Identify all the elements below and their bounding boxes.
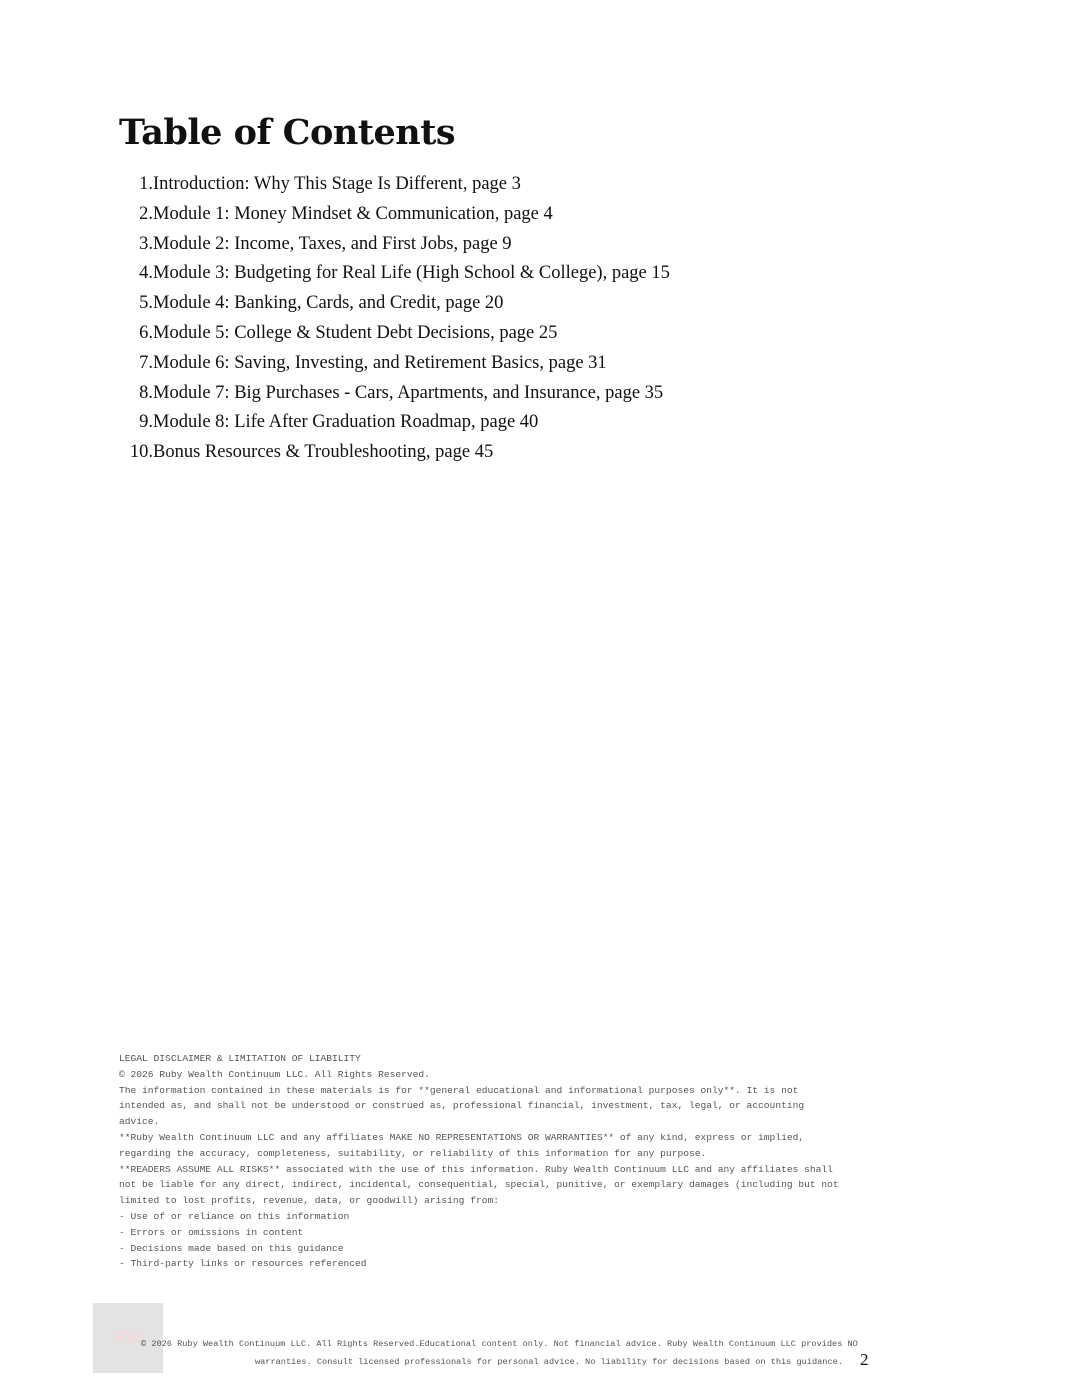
disclaimer-line: - Third-party links or resources referenced [119, 1258, 367, 1270]
disclaimer-line: advice. [119, 1116, 160, 1128]
toc-item-number: 9. [139, 412, 153, 433]
toc-item-number: 5. [139, 293, 153, 314]
toc-item-text: Introduction: Why This Stage Is Different, page 3 [153, 174, 521, 194]
table-of-contents [119, 170, 670, 468]
toc-item [119, 349, 670, 379]
toc-item-text: Module 7: Big Purchases - Cars, Apartments, and Insurance, page 35 [153, 382, 664, 403]
disclaimer-line: limited to lost profits, revenue, data, or goodwill) arising from: [119, 1195, 499, 1207]
disclaimer-line: - Decisions made based on this guidance [119, 1242, 344, 1254]
disclaimer-line: **Ruby Wealth Continuum LLC and any affiliates MAKE NO REPRESENTATIONS OR WARRANTIES** of any kind, express or implied, [119, 1131, 805, 1143]
toc-item-number: 2. [139, 203, 153, 224]
toc-item-number: 8. [139, 382, 153, 403]
toc-item-text: Module 4: Banking, Cards, and Credit, page 20 [153, 293, 504, 314]
disclaimer-line: - Use of or reliance on this information [119, 1210, 350, 1222]
toc-item-text: Module 6: Saving, Investing, and Retirement Basics, page 31 [153, 352, 607, 373]
toc-item-number: 10. [129, 442, 153, 463]
toc-item [119, 289, 670, 319]
disclaimer-line: - Errors or omissions in content [119, 1226, 304, 1238]
toc-item-text: Module 5: College & Student Debt Decisions, page 25 [153, 322, 558, 343]
legal-disclaimer [119, 1051, 879, 1272]
disclaimer-line: not be liable for any direct, indirect, incidental, consequential, special, punitive, or exemplary damages (including but not [119, 1179, 839, 1191]
footer-warranty-note: warranties. Consult licensed professionals for personal advice. No liability for decisions based on this guidance. [255, 1357, 843, 1367]
toc-item [119, 408, 670, 438]
toc-item [119, 170, 670, 200]
page-title: Table of Contents [119, 112, 456, 153]
disclaimer-line: © 2026 Ruby Wealth Continuum LLC. All Rights Reserved. [119, 1068, 430, 1080]
toc-item-number: 1. [139, 174, 153, 194]
toc-item-text: Module 3: Budgeting for Real Life (High School & College), page 15 [153, 263, 670, 284]
company-logo [93, 1303, 163, 1373]
toc-item [119, 259, 670, 289]
disclaimer-line: regarding the accuracy, completeness, suitability, or reliability of this information for any purpose. [119, 1147, 707, 1159]
toc-item-number: 7. [139, 352, 153, 373]
toc-item-number: 3. [139, 233, 153, 254]
toc-item-text: Bonus Resources & Troubleshooting, page 45 [153, 442, 494, 463]
disclaimer-line: **READERS ASSUME ALL RISKS** associated with the use of this information. Ruby Wealth Continuum LLC and any affiliates shall [119, 1163, 833, 1175]
disclaimer-heading: LEGAL DISCLAIMER & LIMITATION OF LIABILITY [119, 1053, 361, 1064]
footer-copyright: © 2026 Ruby Wealth Continuum LLC. All Rights Reserved.Educational content only. Not financial advice. Ruby Wealth Continuum LLC provides NO [141, 1339, 858, 1349]
toc-item [119, 319, 670, 349]
toc-item-text: Module 2: Income, Taxes, and First Jobs, page 9 [153, 233, 512, 254]
toc-item [119, 230, 670, 260]
toc-item-text: Module 1: Money Mindset & Communication, page 4 [153, 203, 553, 224]
disclaimer-line: intended as, and shall not be understood or construed as, professional financial, investment, tax, legal, or accounting [119, 1100, 805, 1112]
toc-item [119, 379, 670, 409]
logo-mark: RW [114, 1328, 141, 1347]
toc-item [119, 438, 670, 468]
toc-item [119, 200, 670, 230]
toc-item-text: Module 8: Life After Graduation Roadmap, page 40 [153, 412, 539, 433]
disclaimer-line: The information contained in these materials is for **general educational and informational purposes only**. It is not [119, 1084, 799, 1096]
toc-item-number: 6. [139, 322, 153, 343]
toc-item-number: 4. [139, 263, 153, 284]
page-number: 2 [860, 1350, 869, 1369]
